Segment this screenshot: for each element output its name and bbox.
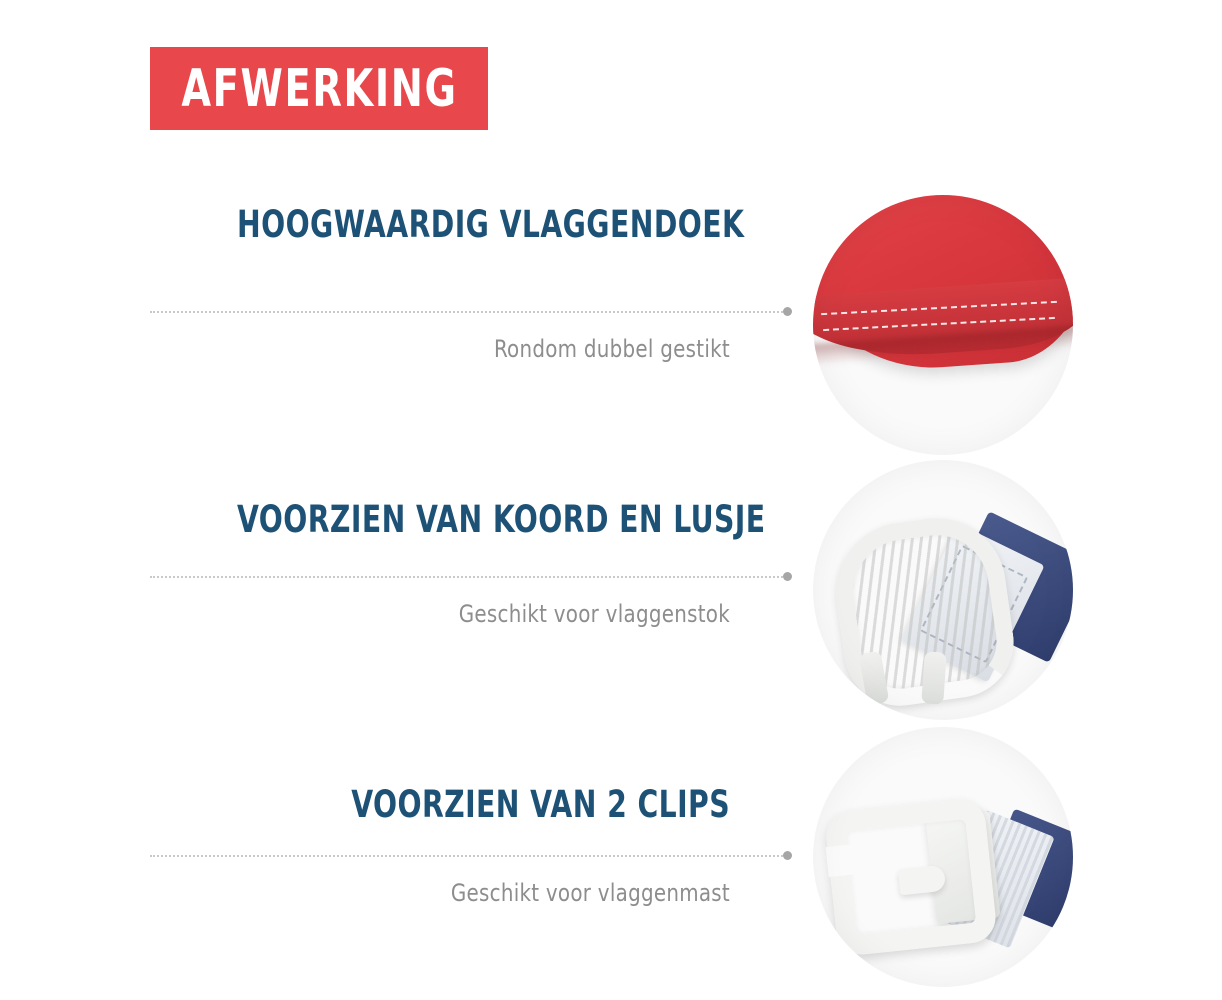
header-badge-label: AFWERKING <box>180 58 458 119</box>
feature-connector-dot <box>783 851 792 860</box>
rope-tail-right <box>921 651 947 704</box>
feature-title: VOORZIEN VAN KOORD EN LUSJE <box>237 498 766 541</box>
feature-image-clip <box>813 727 1073 987</box>
flag-corner-illustration <box>813 195 1073 455</box>
feature-subtitle: Geschikt voor vlaggenmast <box>450 879 730 907</box>
clip-opening <box>826 843 869 877</box>
feature-subtitle-block <box>150 305 730 363</box>
feature-row <box>0 205 1222 470</box>
feature-subtitle: Geschikt voor vlaggenstok <box>458 600 730 628</box>
cord-loop-illustration <box>813 460 1073 720</box>
header-badge <box>150 47 488 130</box>
feature-subtitle-block <box>150 570 730 628</box>
feature-connector-dot <box>783 572 792 581</box>
clip-illustration <box>813 727 1073 987</box>
feature-connector-dot <box>783 307 792 316</box>
feature-subtitle: Rondom dubbel gestikt <box>493 335 730 363</box>
feature-image-flag-corner <box>813 195 1073 455</box>
feature-title: VOORZIEN VAN 2 CLIPS <box>351 783 730 826</box>
feature-subtitle-block <box>150 849 730 907</box>
feature-image-cord-loop <box>813 460 1073 720</box>
feature-title: HOOGWAARDIG VLAGGENDOEK <box>237 203 745 246</box>
feature-row <box>0 470 1222 735</box>
feature-text-block <box>150 203 745 268</box>
feature-row <box>0 735 1222 1000</box>
feature-text-block <box>150 498 766 563</box>
feature-text-block <box>150 785 730 848</box>
